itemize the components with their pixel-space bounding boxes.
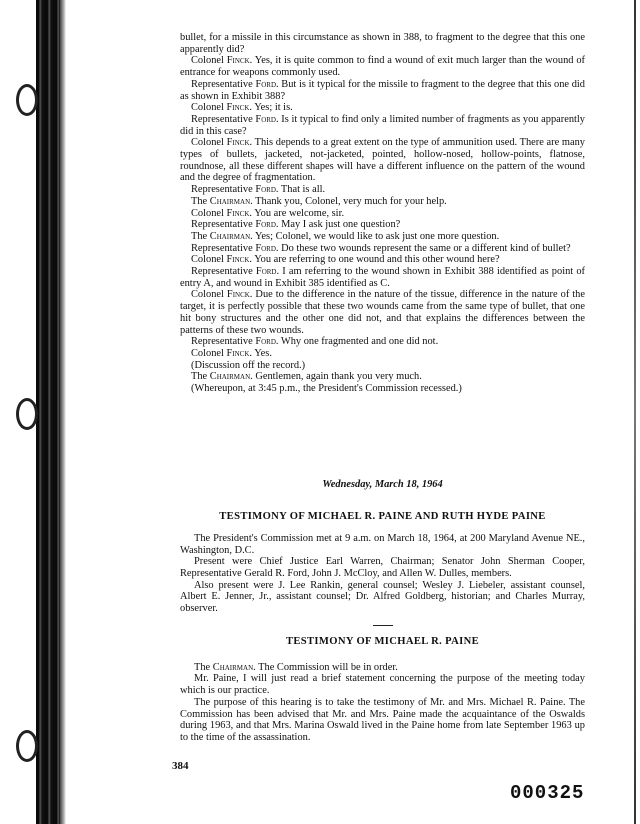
binder-ring xyxy=(16,84,38,116)
transcript-line: Representative Ford. Is it typical to find only a limited number of fragments as you apparently did in this case? xyxy=(180,113,585,137)
section-paragraph: The purpose of this hearing is to take the testimony of Mr. and Mrs. Michael R. Paine. The Commission has been advised that Mr. and Mrs. Paine made the acquaintance of the Oswalds during 1963, and that Mrs. Marina Oswald lived in the Paine home from late September 1963 up to the time of the assassination. xyxy=(180,696,585,743)
transcript-line: Representative Ford. That is all. xyxy=(191,184,326,196)
date-heading: Wednesday, March 18, 1964 xyxy=(322,478,443,490)
binder-ring xyxy=(16,730,38,762)
transcript-line: The Chairman. Gentlemen, again thank you very much. xyxy=(191,371,422,383)
transcript-line: Colonel Finck. You are referring to one wound and this other wound here? xyxy=(191,254,500,266)
binder-edge xyxy=(60,0,66,824)
transcript-line: Representative Ford. Why one fragmented and one did not. xyxy=(191,336,439,348)
transcript-line: Representative Ford. May I ask just one question? xyxy=(191,219,401,231)
transcript-line: (Whereupon, at 3:45 p.m., the President's Commission recessed.) xyxy=(191,383,462,395)
document-page xyxy=(180,32,585,744)
transcript-line: Colonel Finck. Yes, it is quite common to find a wound of exit much larger than the wound of entrance for weapons commonly used. xyxy=(180,55,585,79)
transcript-line: Colonel Finck. You are welcome, sir. xyxy=(191,207,345,219)
page-edge xyxy=(634,0,636,824)
binder-ring xyxy=(16,398,38,430)
binder-strip xyxy=(36,0,60,824)
transcript-line: (Discussion off the record.) xyxy=(191,359,306,371)
intro-paragraph: Also present were J. Lee Rankin, general counsel; Wesley J. Liebeler, assistant counsel, Albert E. Jenner, Jr., assistant counsel; Dr. Alfred Goldberg, historian; and Charles Murray, observer. xyxy=(180,579,585,615)
transcript-line: Colonel Finck. Due to the difference in the nature of the tissue, difference in the nature of the target, it is perfectly possible that these two wounds came from the same type of bullet, that one hit bony structures and the other one did not, and that explains the differences between the patterns of these two wounds. xyxy=(180,289,585,336)
section-title: TESTIMONY OF MICHAEL R. PAINE xyxy=(285,635,480,647)
transcript-line: Representative Ford. Do these two wounds represent the same or a different kind of bullet? xyxy=(191,242,571,254)
transcript-line: The Chairman. Thank you, Colonel, very much for your help. xyxy=(191,195,447,207)
transcript-line: Representative Ford. But is it typical for the missile to fragment to the degree that this one did as shown in Exhibit 388? xyxy=(180,78,585,102)
transcript-line: bullet, for a missile in this circumstance as shown in 388, to fragment to the degree that this one apparently did? xyxy=(180,32,585,55)
section-divider xyxy=(373,625,393,626)
archive-stamp: 000325 xyxy=(510,782,585,804)
transcript-line: Colonel Finck. This depends to a great extent on the type of ammunition used. There are many types of bullets, jacketed, not-jacketed, pointed, hollow-nosed, hollow-points, flatnose, roundnose, all these different shapes will have a different influence on the pattern of the wound and the degree of fragmentation. xyxy=(180,137,586,184)
section-paragraph: Mr. Paine, I will just read a brief statement concerning the purpose of the meeting today which is our practice. xyxy=(180,673,585,697)
intro-paragraph: Present were Chief Justice Earl Warren, Chairman; Senator John Sherman Cooper, Representative Gerald R. Ford, John J. McCloy, and Allen W. Dulles, members. xyxy=(180,556,585,579)
testimony-title: TESTIMONY OF MICHAEL R. PAINE AND RUTH HYDE PAINE xyxy=(219,510,546,522)
spacer xyxy=(180,395,585,479)
intro-paragraph: The President's Commission met at 9 a.m. on March 18, 1964, at 200 Maryland Avenue NE., Washington, D.C. xyxy=(180,532,585,556)
transcript-block xyxy=(180,32,585,395)
transcript-line: The Chairman. Yes; Colonel, we would like to ask just one more question. xyxy=(191,230,500,242)
intro-block xyxy=(180,533,585,615)
section-paragraph: The Chairman. The Commission will be in order. xyxy=(194,661,398,673)
transcript-line: Representative Ford. I am referring to the wound shown in Exhibit 388 identified as point of entry A, and wound in Exhibit 385 identified as C. xyxy=(180,266,585,289)
transcript-line: Colonel Finck. Yes; it is. xyxy=(191,102,293,114)
transcript-line: Colonel Finck. Yes. xyxy=(191,347,272,359)
page-number: 384 xyxy=(172,760,189,772)
section-block xyxy=(180,662,585,744)
